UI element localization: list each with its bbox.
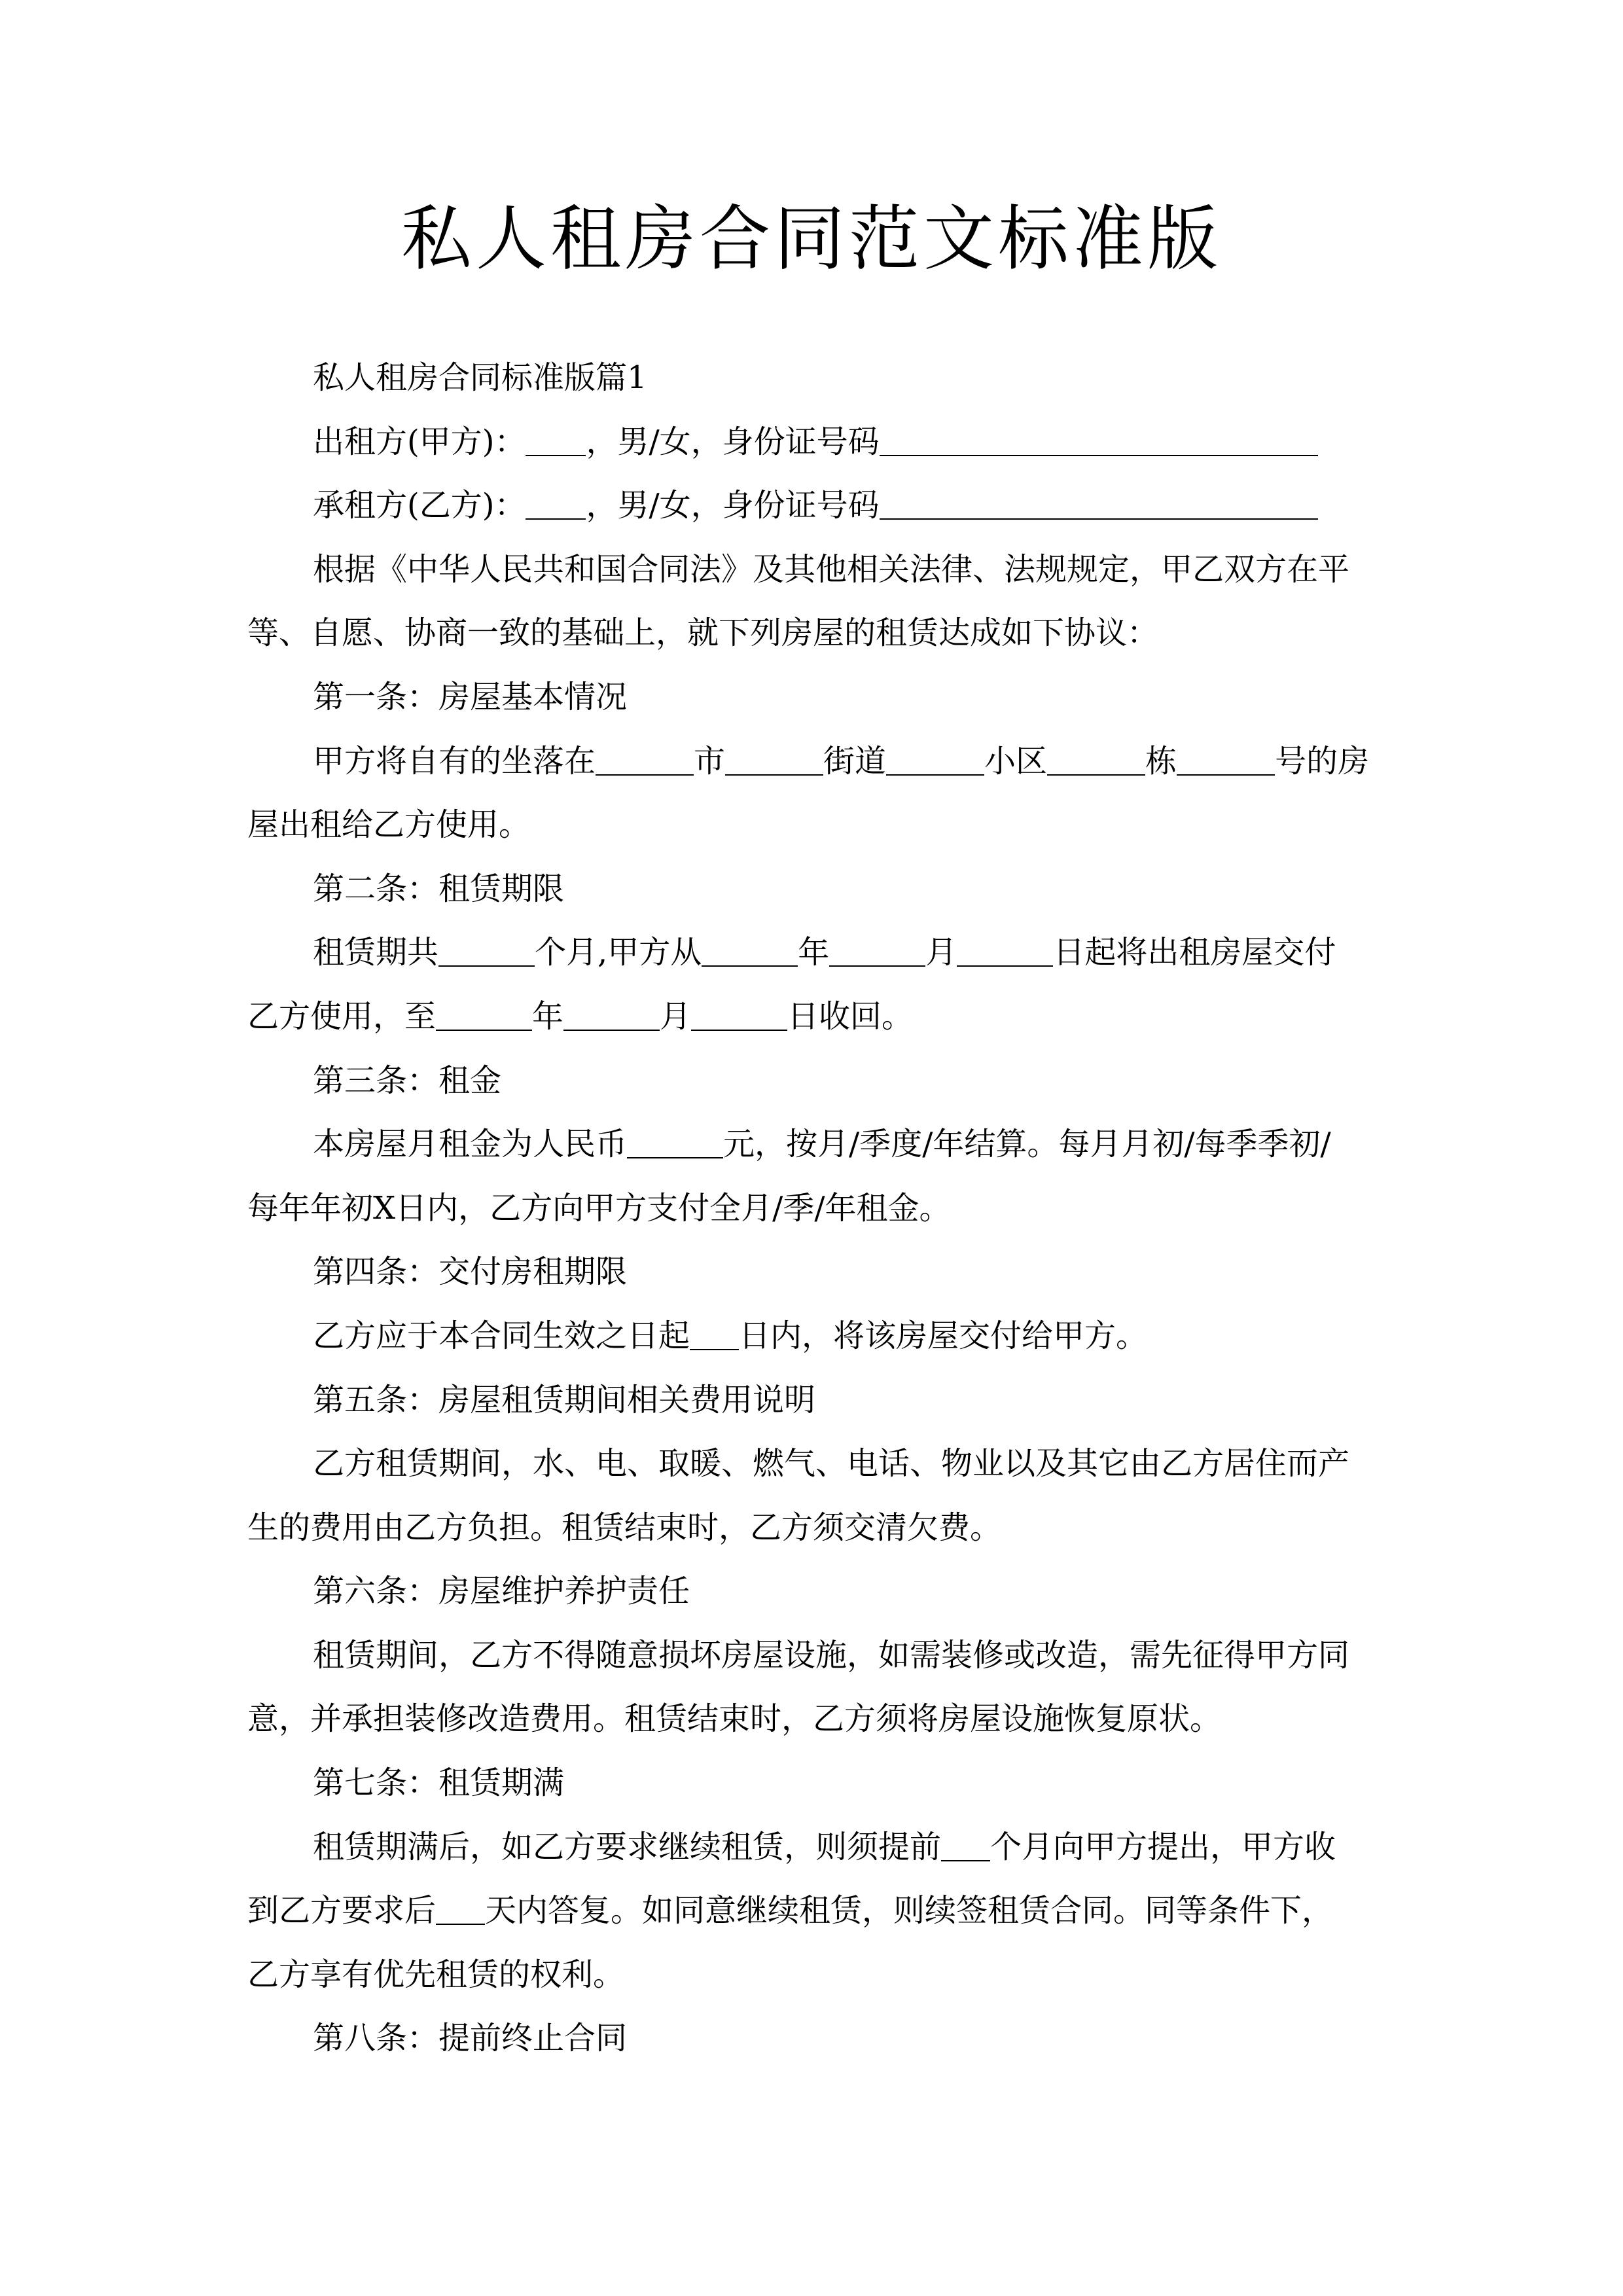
- paragraph-line: [247, 1185, 1377, 1249]
- paragraph-line: [247, 1823, 1377, 1888]
- fill-in-blank: [436, 996, 532, 1031]
- line-text: 月: [660, 997, 692, 1035]
- line-text: 第八条：提前终止合同: [313, 2020, 628, 2057]
- line-text: 生的费用由乙方负担。租赁结束时，乙方须交清欠费。: [247, 1509, 1002, 1546]
- line-text: 乙方使用，至: [247, 997, 437, 1035]
- fill-in-blank: [526, 484, 586, 520]
- paragraph-line: [247, 1057, 1377, 1121]
- paragraph-line: [247, 418, 1377, 482]
- paragraph-line: [247, 1312, 1377, 1376]
- paragraph-line: [247, 2015, 1377, 2079]
- paragraph-line: [247, 1121, 1377, 1185]
- line-text: 出租方(甲方)：: [313, 423, 526, 460]
- paragraph-line: [247, 801, 1377, 865]
- line-text: 屋出租给乙方使用。: [247, 806, 531, 844]
- paragraph-line: [247, 1887, 1377, 1951]
- line-text: 小区: [984, 742, 1048, 780]
- paragraph-line: [247, 1376, 1377, 1441]
- fill-in-blank: [957, 931, 1053, 967]
- paragraph-line: [247, 673, 1377, 738]
- line-text: 第三条：租金: [313, 1062, 502, 1099]
- line-text: 市: [694, 742, 726, 780]
- paragraph-line: [247, 482, 1377, 546]
- line-text: 每年年初X日内，乙方向甲方支付全月/季/年租金。: [247, 1189, 951, 1227]
- fill-in-blank: [627, 1123, 723, 1158]
- paragraph-line: [247, 546, 1377, 610]
- line-text: 街道: [823, 742, 887, 780]
- line-text: 承租方(乙方)：: [313, 487, 526, 524]
- line-text: 租赁期共: [313, 934, 439, 971]
- fill-in-blank: [596, 740, 694, 776]
- line-text: 租赁期间，乙方不得随意损坏房屋设施，如需装修或改造，需先征得甲方同: [313, 1636, 1350, 1674]
- line-text: 号的房: [1275, 742, 1370, 780]
- line-text: 第一条：房屋基本情况: [313, 678, 628, 715]
- paragraph-line: [247, 1632, 1377, 1696]
- line-text: ，男/女，身份证号码: [586, 487, 880, 524]
- line-text: 到乙方要求后: [247, 1892, 437, 1929]
- fill-in-blank: [702, 931, 798, 967]
- line-text: 日收回。: [787, 997, 914, 1035]
- fill-in-blank: [438, 931, 535, 967]
- line-text: 根据《中华人民共和国合同法》及其他相关法律、法规规定，甲乙双方在平: [313, 550, 1350, 588]
- line-text: 年: [532, 997, 564, 1035]
- document-body: [247, 354, 1377, 2079]
- paragraph-line: [247, 993, 1377, 1057]
- fill-in-blank: [1047, 740, 1145, 776]
- fill-in-blank: [725, 740, 823, 776]
- line-text: 乙方租赁期间，水、电、取暖、燃气、电话、物业以及其它由乙方居住而产: [313, 1445, 1350, 1482]
- fill-in-blank: [829, 931, 925, 967]
- line-text: 等、自愿、协商一致的基础上，就下列房屋的租赁达成如下协议：: [247, 615, 1159, 652]
- line-text: 乙方享有优先租赁的权利。: [247, 1956, 625, 1993]
- paragraph-line: [247, 1695, 1377, 1759]
- paragraph-line: [247, 354, 1377, 418]
- paragraph-line: [247, 738, 1377, 802]
- line-text: 乙方应于本合同生效之日起: [313, 1317, 690, 1354]
- line-text: 租赁期满后，如乙方要求继续租赁，则须提前: [313, 1828, 942, 1865]
- fill-in-blank: [886, 740, 984, 776]
- line-text: 栋: [1145, 742, 1177, 780]
- fill-in-blank: [526, 421, 586, 456]
- line-text: ，男/女，身份证号码: [586, 423, 880, 460]
- fill-in-blank: [563, 996, 660, 1031]
- line-text: 第四条：交付房租期限: [313, 1253, 628, 1291]
- line-text: 意，并承担装修改造费用。租赁结束时，乙方须将房屋设施恢复原状。: [247, 1700, 1222, 1738]
- line-text: 个月,甲方从: [535, 934, 702, 971]
- fill-in-blank: [691, 996, 787, 1031]
- line-text: 月: [925, 934, 957, 971]
- paragraph-line: [247, 1504, 1377, 1568]
- line-text: 甲方将自有的坐落在: [313, 742, 596, 780]
- fill-in-blank: [1177, 740, 1275, 776]
- paragraph-line: [247, 929, 1377, 993]
- fill-in-blank: [880, 421, 1318, 456]
- paragraph-line: [247, 1248, 1377, 1312]
- line-text: 日起将出租房屋交付: [1053, 934, 1336, 971]
- fill-in-blank: [436, 1890, 485, 1925]
- fill-in-blank: [880, 484, 1318, 520]
- paragraph-line: [247, 1951, 1377, 2015]
- paragraph-line: [247, 609, 1377, 673]
- line-text: 日内，将该房屋交付给甲方。: [739, 1317, 1148, 1354]
- paragraph-line: [247, 1440, 1377, 1504]
- paragraph-line: [247, 865, 1377, 929]
- paragraph-line: [247, 1568, 1377, 1632]
- fill-in-blank: [690, 1315, 739, 1350]
- paragraph-line: [247, 1759, 1377, 1823]
- line-text: 私人租房合同标准版篇1: [313, 359, 647, 396]
- line-text: 第五条：房屋租赁期间相关费用说明: [313, 1381, 816, 1418]
- line-text: 本房屋月租金为人民币: [313, 1126, 628, 1163]
- line-text: 个月向甲方提出，甲方收: [990, 1828, 1336, 1865]
- line-text: 第二条：租赁期限: [313, 870, 565, 907]
- line-text: 天内答复。如同意继续租赁，则续签租赁合同。同等条件下，: [485, 1892, 1334, 1929]
- document-title: 私人租房合同范文标准版: [401, 198, 1222, 280]
- line-text: 年: [798, 934, 830, 971]
- fill-in-blank: [941, 1826, 990, 1861]
- line-text: 第七条：租赁期满: [313, 1765, 565, 1802]
- line-text: 元，按月/季度/年结算。每月月初/每季季初/: [723, 1126, 1331, 1163]
- line-text: 第六条：房屋维护养护责任: [313, 1573, 690, 1610]
